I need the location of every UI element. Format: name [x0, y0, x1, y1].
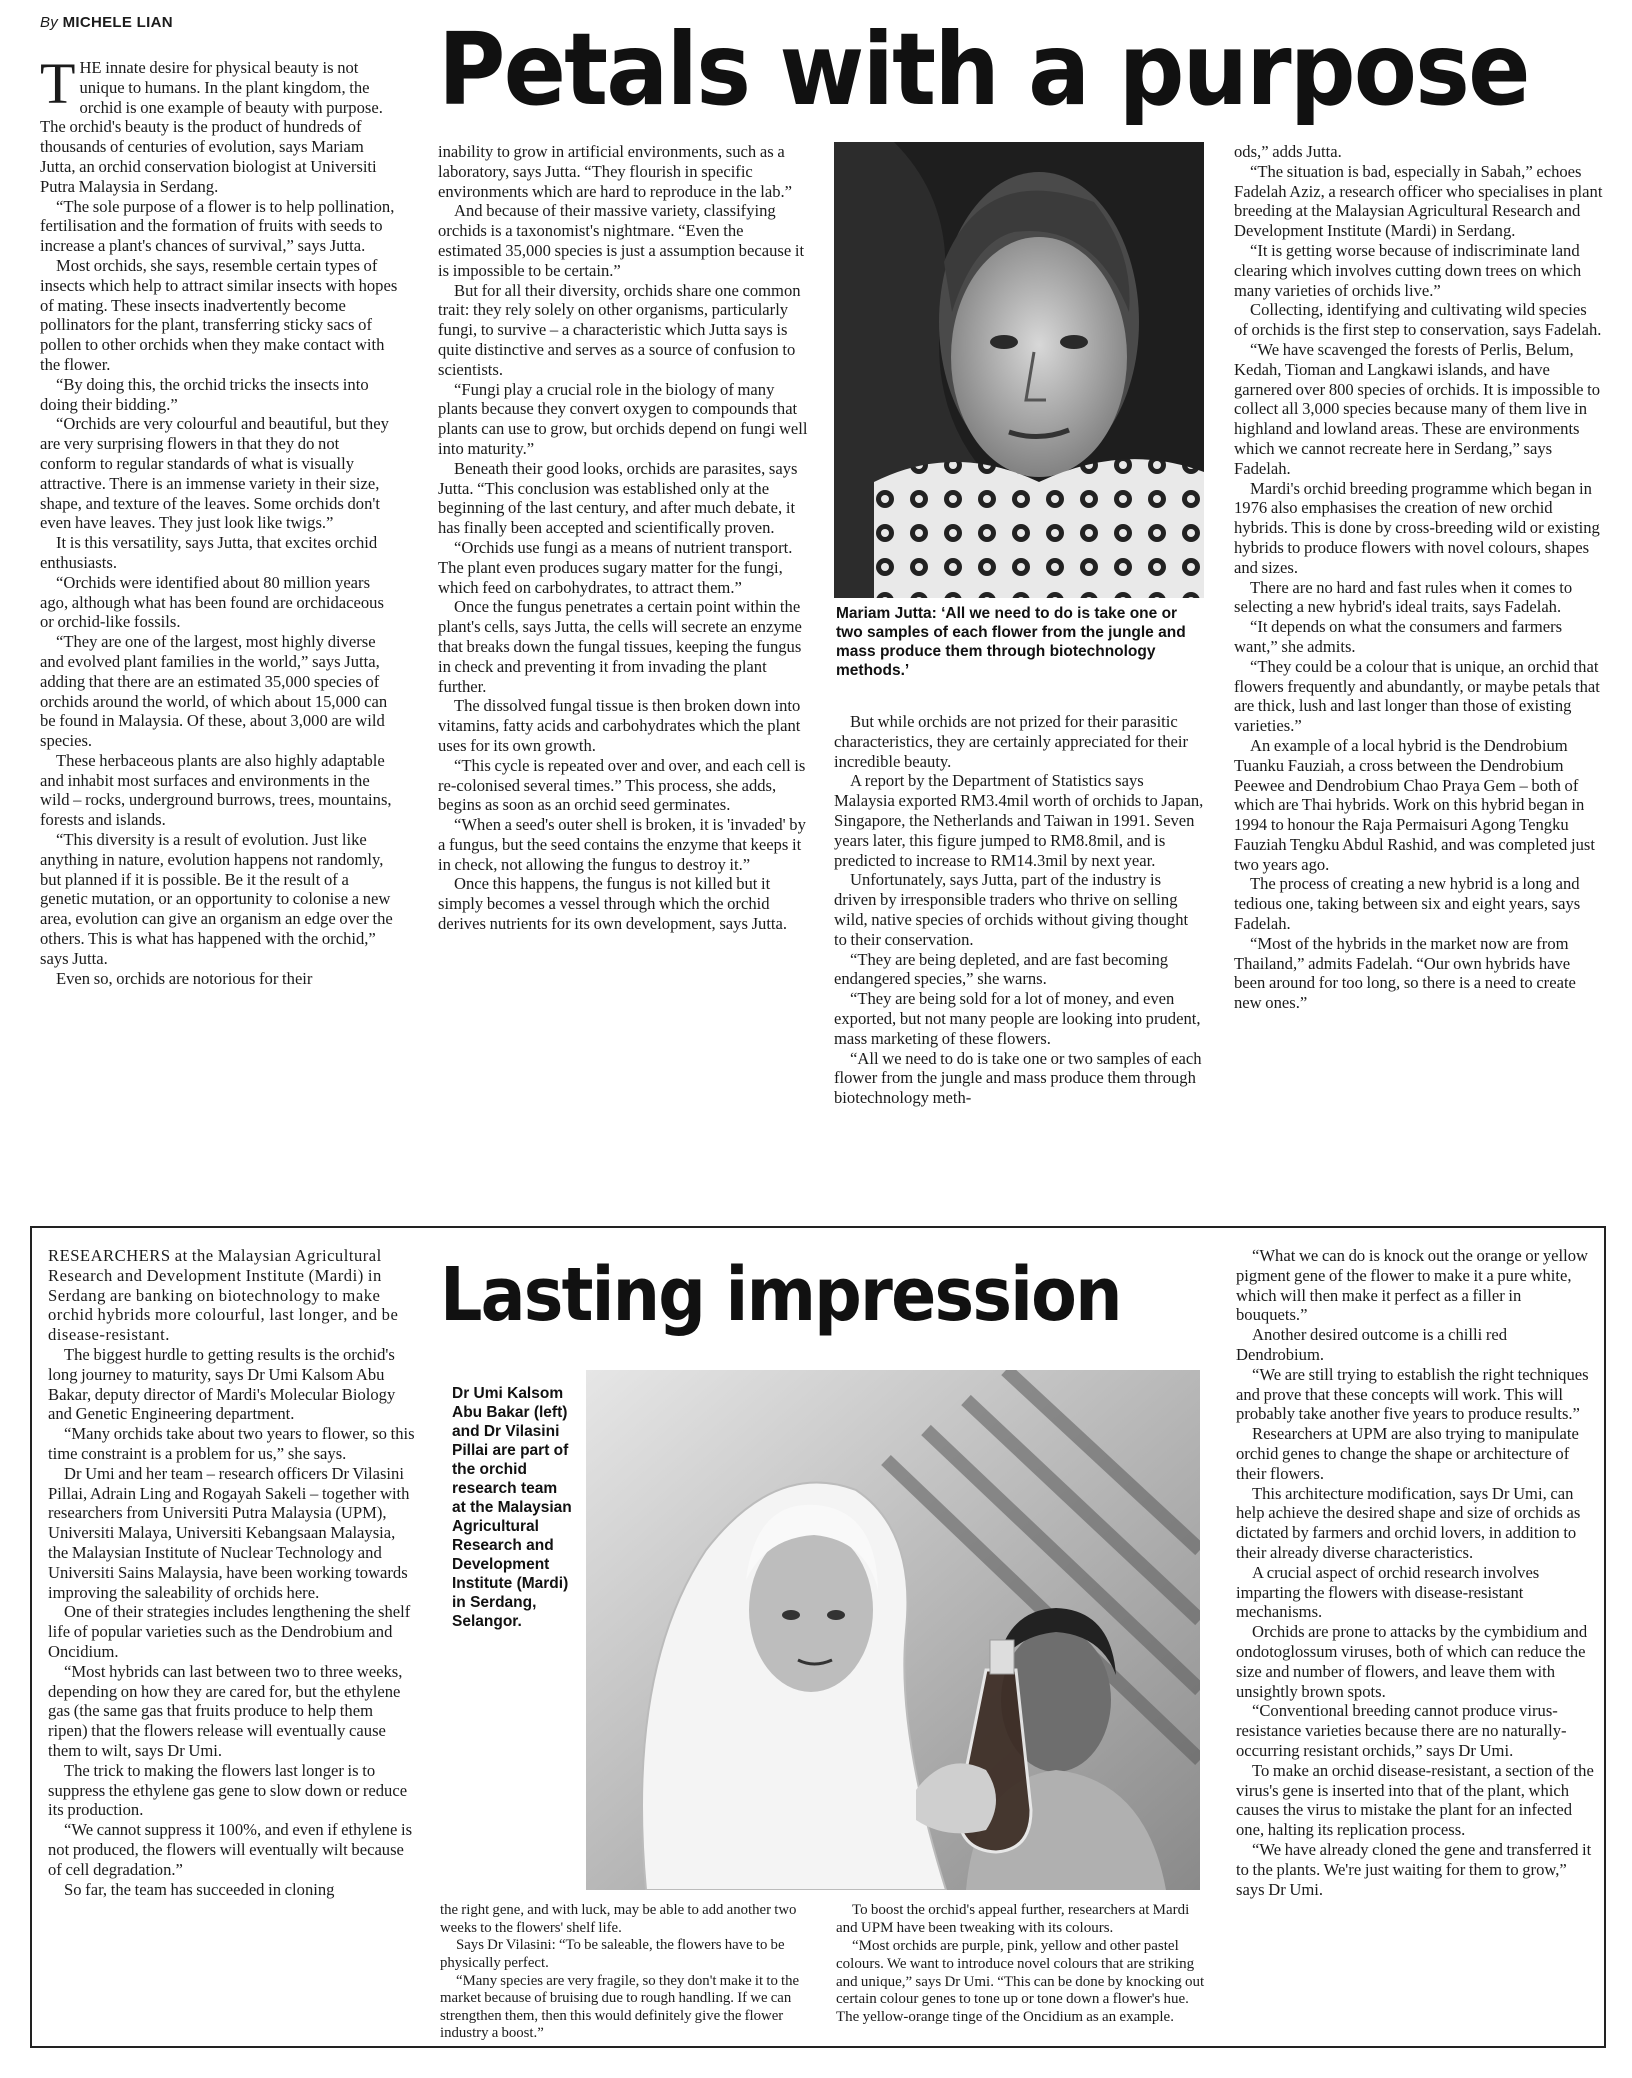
paragraph: “When a seed's outer shell is broken, it is 'invaded' by a fungus, but the seed contains the enzyme that keeps it in check, not allowing the fungus to destroy it.”: [438, 815, 806, 874]
paragraph: “The situation is bad, especially in Sabah,” echoes Fadelah Aziz, a research officer who specialises in plant breeding at the Malaysian Agricultural Research and Development Institute (Mardi) in Serdang.: [1234, 161, 1603, 241]
paragraph: “They are one of the largest, most highly diverse and evolved plant families in the world,” says Jutta, adding that there are an estimated 35,000 species of orchids around the world, of which about 15,000 can be found in Malaysia. Of these, about 3,000 are wild species.: [40, 632, 388, 751]
paragraph: Orchids are prone to attacks by the cymbidium and ondotoglossum viruses, both of which can reduce the size and number of flowers, and leave them with unsightly brown spots.: [1236, 1622, 1588, 1701]
photo-caption: Mariam Jutta: ‘All we need to do is take one or two samples of each flower from the jungle and mass produce them through biotechnology methods.’: [836, 605, 1186, 679]
paragraph: One of their strategies includes lengthening the shelf life of popular varieties such as the Dendrobium and Oncidium.: [48, 1602, 411, 1661]
paragraph: A report by the Department of Statistics says Malaysia exported RM3.4mil worth of orchids to Japan, Singapore, the Netherlands and Taiwan in 1991. Seven years later, this figure jumped to RM8.8mil, and is predicted to increase to RM14.3mil by next year.: [834, 771, 1204, 870]
paragraph: It is this versatility, says Jutta, that excites orchid enthusiasts.: [40, 533, 378, 572]
article2-column-2: [440, 1902, 820, 2042]
paragraph: “What we can do is knock out the orange or yellow pigment gene of the flower to make it a pure white, which will then make it perfect as a filler in bouquets.”: [1236, 1246, 1588, 1325]
paragraph: “They are being depleted, and are fast becoming endangered species,” she warns.: [834, 949, 1169, 989]
paragraph: Researchers at UPM are also trying to manipulate orchid genes to change the shape or architecture of their flowers.: [1236, 1424, 1579, 1483]
paragraph: This architecture modification, says Dr Umi, can help achieve the desired shape and size of orchids as dictated by farmers and orchid lovers, in addition to their already diverse characteristics.: [1236, 1483, 1581, 1562]
article-column-4: [1234, 142, 1604, 1202]
box-border-bottom: [30, 2046, 1606, 2048]
paragraph: Dr Umi and her team – research officers Dr Vilasini Pillai, Adrain Ling and Rogayah Sakeli – together with researchers from Universiti Putra Malaysia (UPM), Universiti Malaya, Universiti Kebangsaan Malaysia, the Malaysian Institute of Nuclear Technology and Universiti Sains Malaysia, have been working towards improving the saleability of orchids here.: [48, 1463, 410, 1602]
paragraph: There are no hard and fast rules when it comes to selecting a new hybrid's ideal traits, says Fadelah.: [1234, 577, 1573, 617]
paragraph: Mardi's orchid breeding programme which began in 1976 also emphasises the creation of new orchid hybrids. This is done by cross-breeding wild or existing hybrids to produce flowers with novel colours, shapes and sizes.: [1234, 478, 1600, 577]
paragraph: To boost the orchid's appeal further, researchers at Mardi and UPM have been tweaking with its colours.: [836, 1902, 1190, 1936]
paragraph: The biggest hurdle to getting results is the orchid's long journey to maturity, says Dr Umi Kalsom Abu Bakar, deputy director of Mardi's Molecular Biology and Genetic Engineering department.: [48, 1344, 396, 1424]
paragraph: “This diversity is a result of evolution. Just like anything in nature, evolution happens not randomly, but planned if it is possible. Be it the result of a genetic mutation, or an opportunity to colonise a new area, evolution can give an organism an edge over the others. This is what has happened with the orchid,” says Jutta.: [40, 830, 393, 968]
paragraph: “This cycle is repeated over and over, and each cell is re-colonised several times.” This process, she adds, begins as soon as an orchid seed germinates.: [438, 755, 806, 815]
photo-caption-2: Dr Umi Kalsom Abu Bakar (left) and Dr Vilasini Pillai are part of the orchid research team at the Malaysian Agricultural Research and Development Institute (Mardi) in Serdang, Selangor.: [452, 1385, 572, 1630]
paragraph: Collecting, identifying and cultivating wild species of orchids is the first step to conservation, says Fadelah.: [1234, 300, 1602, 340]
paragraph: But for all their diversity, orchids share one common trait: they rely solely on other organisms, particularly fungi, to survive – a characteristic which Jutta says is quite distinctive and serves as a source of confusion to scientists.: [438, 280, 801, 379]
paragraph: RESEARCHERS at the Malaysian Agricultural Research and Development Institute (Mardi) in Serdang are banking on biotechnology to make orchid hybrids more colourful, last longer, and be disease-resistant.: [48, 1246, 399, 1345]
paragraph: The trick to making the flowers last longer is to suppress the ethylene gas gene to slow down or reduce its production.: [48, 1760, 408, 1820]
byline: [40, 14, 173, 31]
paragraph: “It is getting worse because of indiscriminate land clearing which involves cutting down trees on which many varieties of orchids live.”: [1234, 240, 1582, 300]
paragraph: Once this happens, the fungus is not killed but it simply becomes a vessel through which the orchid derives nutrients for its own development, says Jutta.: [438, 874, 788, 934]
paragraph: Most orchids, she says, resemble certain types of insects which help to attract similar insects with hopes of mating. These insects inadvertently become pollinators for the plant, transferring sticky sacs of pollen to other orchids when they make contact with the flower.: [40, 255, 398, 374]
paragraph: “We are still trying to establish the right techniques and prove that these concepts will work. This will probably take another five years to produce results.”: [1236, 1364, 1589, 1424]
paragraph: These herbaceous plants are also highly adaptable and inhabit most surfaces and environments in the wild – rocks, underground burrows, trees, mountains, forests and islands.: [40, 750, 392, 830]
paragraph: Another desired outcome is a chilli red Dendrobium.: [1236, 1325, 1508, 1364]
paragraph: A crucial aspect of orchid research involves imparting the flowers with disease-resistant mechanisms.: [1236, 1562, 1540, 1622]
article-headline: Petals with a purpose: [438, 11, 1529, 128]
paragraph: ods,” adds Jutta.: [1234, 142, 1342, 161]
paragraph: HE innate desire for physical beauty is not unique to humans. In the plant kingdom, the orchid is one example of beauty with purpose. The orchid's beauty is the product of hundreds of thousands of centuries of evolution, says Mariam Jutta, an orchid conservation biologist at Universiti Putra Malaysia in Serdang.: [40, 58, 383, 196]
box-border-left: [30, 1226, 32, 2048]
lab-illustration: [586, 1370, 1200, 1890]
paragraph: Unfortunately, says Jutta, part of the industry is driven by irresponsible traders who thrive on selling wild, native species of orchids without giving thought to their conservation.: [834, 870, 1189, 949]
paragraph: “Most orchids are purple, pink, yellow and other pastel colours. We want to introduce novel colours that are striking and unique,” says Dr Umi. “This can be done by knocking out certain colour genes to tone up or tone down a flower's hue. The yellow-orange tinge of the Oncidium as an example.: [836, 1937, 1205, 2026]
article-column-2: [438, 142, 808, 1202]
paragraph: “The sole purpose of a flower is to help pollination, fertilisation and the formation of fruits with seeds to increase a plant's chances of survival,” says Jutta.: [40, 196, 395, 256]
paragraph: And because of their massive variety, classifying orchids is a taxonomist's nightmare. “Even the estimated 35,000 species is just a assumption because it is impossible to be certain.”: [438, 201, 805, 280]
paragraph: The dissolved fungal tissue is then broken down into vitamins, fatty acids and carbohydrates which the plant uses for its own growth.: [438, 696, 801, 755]
section-divider: [30, 1226, 1606, 1228]
paragraph: But while orchids are not prized for their parasitic characteristics, they are certainly appreciated for their incredible beauty.: [834, 712, 1189, 771]
paragraph: “Orchids use fungi as a means of nutrient transport. The plant even produces sugary matter for the fungi, which feed on carbohydrates, to attract them.”: [438, 537, 793, 597]
paragraph: “It depends on what the consumers and farmers want,” she admits.: [1234, 617, 1563, 656]
lab-photo: [586, 1370, 1200, 1890]
byline-name: MICHELE LIAN: [62, 14, 173, 31]
paragraph: “We have already cloned the gene and transferred it to the plants. We're just waiting for them to grow,” says Dr Umi.: [1236, 1839, 1592, 1899]
paragraph: Says Dr Vilasini: “To be saleable, the flowers have to be physically perfect.: [440, 1937, 785, 1971]
paragraph: inability to grow in artificial environments, such as a laboratory, says Jutta. “They flourish in specific environments which are hard to reproduce in the lab.”: [438, 142, 793, 201]
paragraph: “They are being sold for a lot of money, and even exported, but not many people are looking into prudent, mass marketing of these flowers.: [834, 989, 1201, 1048]
paragraph: “Conventional breeding cannot produce virus-resistance varieties because there are no naturally-occurring resistant orchids,” says Dr Umi.: [1236, 1701, 1567, 1760]
paragraph: “Most of the hybrids in the market now are from Thailand,” admits Fadelah. “Our own hybrids have been around for too long, so there is a need to create new ones.”: [1234, 933, 1576, 1013]
paragraph: “Fungi play a crucial role in the biology of many plants because they convert oxygen to compounds that plants can use to grow, but orchids depend on fungi well into maturity.”: [438, 379, 808, 458]
paragraph: Once the fungus penetrates a certain point within the plant's cells, says Jutta, the cells will secrete an enzyme that breaks down the fungal tissues, keeping the fungus in check and preventing it from invading the plant further.: [438, 597, 802, 696]
paragraph: “All we need to do is take one or two samples of each flower from the jungle and mass produce them through biotechnology meth-: [834, 1048, 1202, 1108]
article-headline-2: Lasting impression: [440, 1252, 1121, 1338]
box-border-right: [1604, 1226, 1606, 2048]
paragraph: “By doing this, the orchid tricks the insects into doing their bidding.”: [40, 374, 369, 414]
paragraph: “Orchids are very colourful and beautiful, but they are very surprising flowers in that they do not conform to regular standards of what is visually attractive. There is an immense variety in their size, shape, and texture of the leaves. Some orchids don't even have leaves. They just look like twigs.”: [40, 414, 389, 533]
paragraph: “We cannot suppress it 100%, and even if ethylene is not produced, the flowers will eventually wilt because of cell degradation.”: [48, 1820, 413, 1879]
paragraph: “Many orchids take about two years to flower, so this time constraint is a problem for us,” she says.: [48, 1424, 415, 1463]
paragraph: “They could be a colour that is unique, an orchid that flowers frequently and abundantly, or maybe petals that are thick, lush and last longer than those of existing varieties.”: [1234, 656, 1600, 736]
paragraph: the right gene, and with luck, may be able to add another two weeks to the flowers' shelf life.: [440, 1902, 797, 1936]
paragraph: Even so, orchids are notorious for their: [56, 968, 313, 988]
paragraph: “We have scavenged the forests of Perlis, Belum, Kedah, Tioman and Langkawi islands, and have garnered over 800 species of orchids. It is impossible to collect all 3,000 species because many of them live in highland and lowland areas. These are environments which we cannot recreate here in Serdang,” says Fadelah.: [1234, 339, 1601, 478]
article2-column-4: [1236, 1246, 1596, 2042]
drop-cap: T: [40, 58, 76, 116]
paragraph: “Orchids were identified about 80 million years ago, although what has been found are orchidaceous or orchid-like fossils.: [40, 572, 384, 632]
paragraph: “Most hybrids can last between two to three weeks, depending on how they are cared for, but the ethylene gas (the same gas that fruits produce to help them ripen) that the flowers release will eventually cause them to wilt, says Dr Umi.: [48, 1661, 403, 1760]
paragraph: To make an orchid disease-resistant, a section of the virus's gene is inserted into that of the plant, which causes the virus to mistake the plant for an infected one, halting its replication process.: [1236, 1760, 1594, 1840]
article2-column-1: [48, 1246, 416, 2036]
portrait-illustration: [834, 142, 1204, 598]
paragraph: The process of creating a new hybrid is a long and tedious one, taking between six and eight years, says Fadelah.: [1234, 874, 1581, 934]
article2-column-3: [836, 1902, 1206, 2042]
article-column-3: [834, 712, 1204, 1202]
byline-prefix: By: [40, 14, 59, 31]
portrait-photo: [834, 142, 1204, 598]
paragraph: An example of a local hybrid is the Dendrobium Tuanku Fauziah, a cross between the Dendrobium Peewee and Dendrobium Chao Praya Gem – both of which are Thai hybrids. Work on this hybrid began in 1994 to honour the Raja Permaisuri Agong Tengku Fauziah Tengku Abdul Rashid, and was completed just two years ago.: [1234, 735, 1595, 874]
paragraph: Beneath their good looks, orchids are parasites, says Jutta. “This conclusion was established only at the beginning of the last century, and after much debate, it has finally been accepted and scientifically proven.: [438, 458, 798, 538]
paragraph: So far, the team has succeeded in cloning: [64, 1879, 335, 1899]
article-column-1: [40, 58, 398, 1183]
paragraph: “Many species are very fragile, so they don't make it to the market because of bruising due to rough handling. If we can strengthen them, then this would definitely give the flower industry a boost.”: [440, 1972, 800, 2042]
